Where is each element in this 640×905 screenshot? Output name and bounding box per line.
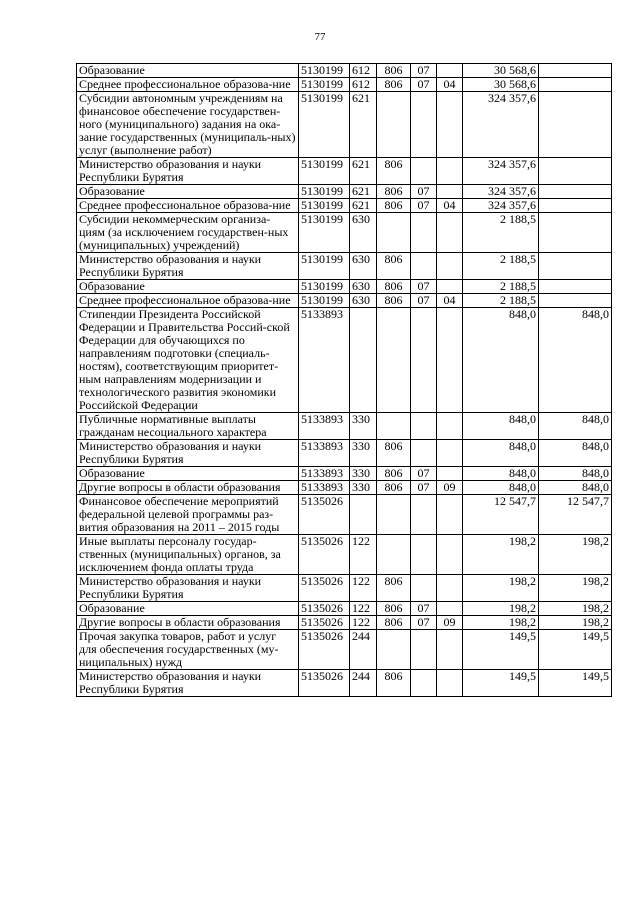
table-row xyxy=(77,78,612,92)
row-subsection-cell: 04 xyxy=(437,78,463,92)
row-target-code-cell: 5130199 xyxy=(299,253,350,280)
row-section-cell: 07 xyxy=(411,185,437,199)
row-target-code-cell: 5135026 xyxy=(299,495,350,535)
row-department-cell: 806 xyxy=(377,602,411,616)
row-amount-1-cell: 198,2 xyxy=(463,535,539,575)
row-amount-2-cell: 198,2 xyxy=(539,616,612,630)
row-subsection-cell xyxy=(437,253,463,280)
row-subsection-cell xyxy=(437,535,463,575)
row-amount-1-cell: 324 357,6 xyxy=(463,92,539,158)
row-name-cell: Иные выплаты персоналу государ-ственных (муниципальных) органов, за исключением фонда оплаты труда xyxy=(77,535,299,575)
row-amount-1-cell: 2 188,5 xyxy=(463,253,539,280)
row-subsection-cell: 04 xyxy=(437,294,463,308)
row-name-cell: Среднее профессиональное образова-ние xyxy=(77,78,299,92)
row-department-cell: 806 xyxy=(377,616,411,630)
row-amount-2-cell: 848,0 xyxy=(539,481,612,495)
row-amount-1-cell: 198,2 xyxy=(463,575,539,602)
row-subsection-cell xyxy=(437,308,463,413)
row-department-cell: 806 xyxy=(377,481,411,495)
row-subsection-cell xyxy=(437,467,463,481)
row-amount-2-cell: 198,2 xyxy=(539,535,612,575)
row-subsection-cell xyxy=(437,92,463,158)
table-row xyxy=(77,185,612,199)
row-subsection-cell xyxy=(437,440,463,467)
row-amount-2-cell: 848,0 xyxy=(539,467,612,481)
row-amount-2-cell xyxy=(539,185,612,199)
row-subsection-cell xyxy=(437,280,463,294)
row-section-cell xyxy=(411,575,437,602)
row-amount-1-cell: 2 188,5 xyxy=(463,280,539,294)
row-amount-2-cell: 149,5 xyxy=(539,630,612,670)
page-number: 77 xyxy=(314,31,326,43)
row-amount-2-cell: 12 547,7 xyxy=(539,495,612,535)
row-expense-type-cell: 330 xyxy=(350,440,377,467)
row-amount-1-cell: 149,5 xyxy=(463,670,539,697)
row-department-cell: 806 xyxy=(377,467,411,481)
row-amount-1-cell: 324 357,6 xyxy=(463,185,539,199)
row-section-cell: 07 xyxy=(411,64,437,78)
row-expense-type-cell: 244 xyxy=(350,670,377,697)
row-expense-type-cell: 330 xyxy=(350,481,377,495)
row-department-cell: 806 xyxy=(377,185,411,199)
row-amount-1-cell: 12 547,7 xyxy=(463,495,539,535)
table-row xyxy=(77,467,612,481)
table-row xyxy=(77,213,612,253)
table-row xyxy=(77,199,612,213)
row-amount-1-cell: 30 568,6 xyxy=(463,78,539,92)
row-subsection-cell: 09 xyxy=(437,481,463,495)
table-row xyxy=(77,440,612,467)
row-section-cell xyxy=(411,440,437,467)
row-target-code-cell: 5135026 xyxy=(299,602,350,616)
row-amount-1-cell: 2 188,5 xyxy=(463,213,539,253)
row-subsection-cell: 09 xyxy=(437,616,463,630)
row-amount-2-cell: 149,5 xyxy=(539,670,612,697)
row-subsection-cell xyxy=(437,213,463,253)
table-row xyxy=(77,64,612,78)
row-expense-type-cell: 621 xyxy=(350,199,377,213)
row-name-cell: Публичные нормативные выплаты гражданам несоциального характера xyxy=(77,413,299,440)
table-row xyxy=(77,616,612,630)
row-department-cell: 806 xyxy=(377,294,411,308)
row-target-code-cell: 5130199 xyxy=(299,158,350,185)
row-amount-1-cell: 324 357,6 xyxy=(463,158,539,185)
row-department-cell: 806 xyxy=(377,280,411,294)
row-target-code-cell: 5130199 xyxy=(299,64,350,78)
row-expense-type-cell: 612 xyxy=(350,64,377,78)
row-target-code-cell: 5130199 xyxy=(299,92,350,158)
row-amount-1-cell: 848,0 xyxy=(463,308,539,413)
row-department-cell: 806 xyxy=(377,158,411,185)
budget-table xyxy=(76,63,612,697)
row-section-cell: 07 xyxy=(411,602,437,616)
row-target-code-cell: 5130199 xyxy=(299,294,350,308)
row-amount-2-cell xyxy=(539,294,612,308)
row-expense-type-cell xyxy=(350,308,377,413)
row-subsection-cell xyxy=(437,575,463,602)
row-name-cell: Образование xyxy=(77,185,299,199)
row-expense-type-cell: 612 xyxy=(350,78,377,92)
row-section-cell xyxy=(411,495,437,535)
table-row xyxy=(77,413,612,440)
row-section-cell: 07 xyxy=(411,280,437,294)
row-name-cell: Другие вопросы в области образования xyxy=(77,481,299,495)
row-subsection-cell: 04 xyxy=(437,199,463,213)
row-section-cell: 07 xyxy=(411,78,437,92)
row-department-cell: 806 xyxy=(377,575,411,602)
row-subsection-cell xyxy=(437,630,463,670)
row-subsection-cell xyxy=(437,670,463,697)
row-department-cell: 806 xyxy=(377,78,411,92)
row-target-code-cell: 5135026 xyxy=(299,670,350,697)
row-amount-2-cell xyxy=(539,64,612,78)
row-department-cell xyxy=(377,495,411,535)
row-target-code-cell: 5130199 xyxy=(299,78,350,92)
row-expense-type-cell: 621 xyxy=(350,158,377,185)
row-amount-1-cell: 198,2 xyxy=(463,616,539,630)
row-department-cell xyxy=(377,213,411,253)
row-amount-2-cell: 848,0 xyxy=(539,308,612,413)
table-row xyxy=(77,92,612,158)
row-department-cell xyxy=(377,413,411,440)
row-name-cell: Субсидии некоммерческим организа-циям (за исключением государствен-ных (муниципальных) учреждений) xyxy=(77,213,299,253)
row-amount-2-cell xyxy=(539,253,612,280)
row-expense-type-cell: 621 xyxy=(350,185,377,199)
table-row xyxy=(77,481,612,495)
row-name-cell: Образование xyxy=(77,280,299,294)
row-department-cell: 806 xyxy=(377,440,411,467)
row-amount-1-cell: 848,0 xyxy=(463,467,539,481)
row-name-cell: Другие вопросы в области образования xyxy=(77,616,299,630)
row-amount-2-cell xyxy=(539,92,612,158)
row-name-cell: Министерство образования и науки Республики Бурятия xyxy=(77,440,299,467)
row-target-code-cell: 5130199 xyxy=(299,280,350,294)
row-subsection-cell xyxy=(437,602,463,616)
row-amount-2-cell: 198,2 xyxy=(539,575,612,602)
row-target-code-cell: 5133893 xyxy=(299,467,350,481)
row-amount-1-cell: 324 357,6 xyxy=(463,199,539,213)
row-department-cell: 806 xyxy=(377,199,411,213)
row-section-cell xyxy=(411,535,437,575)
row-expense-type-cell xyxy=(350,495,377,535)
row-section-cell: 07 xyxy=(411,467,437,481)
row-expense-type-cell: 630 xyxy=(350,280,377,294)
row-department-cell xyxy=(377,630,411,670)
table-row xyxy=(77,575,612,602)
row-target-code-cell: 5135026 xyxy=(299,630,350,670)
row-amount-2-cell xyxy=(539,78,612,92)
row-expense-type-cell: 630 xyxy=(350,213,377,253)
row-amount-1-cell: 149,5 xyxy=(463,630,539,670)
row-subsection-cell xyxy=(437,185,463,199)
row-section-cell xyxy=(411,308,437,413)
row-name-cell: Министерство образования и науки Республики Бурятия xyxy=(77,575,299,602)
row-amount-1-cell: 848,0 xyxy=(463,440,539,467)
row-section-cell xyxy=(411,670,437,697)
table-row xyxy=(77,495,612,535)
row-section-cell xyxy=(411,158,437,185)
row-department-cell xyxy=(377,92,411,158)
row-department-cell xyxy=(377,535,411,575)
row-name-cell: Среднее профессиональное образова-ние xyxy=(77,294,299,308)
row-expense-type-cell: 122 xyxy=(350,575,377,602)
row-amount-1-cell: 198,2 xyxy=(463,602,539,616)
row-section-cell xyxy=(411,213,437,253)
row-target-code-cell: 5133893 xyxy=(299,440,350,467)
row-amount-2-cell xyxy=(539,213,612,253)
row-section-cell xyxy=(411,630,437,670)
row-department-cell: 806 xyxy=(377,670,411,697)
table-row xyxy=(77,158,612,185)
row-name-cell: Образование xyxy=(77,467,299,481)
table-row xyxy=(77,630,612,670)
row-name-cell: Финансовое обеспечение мероприятий федеральной целевой программы раз-вития образования на 2011 – 2015 годы xyxy=(77,495,299,535)
table-row xyxy=(77,308,612,413)
row-section-cell xyxy=(411,253,437,280)
row-target-code-cell: 5130199 xyxy=(299,185,350,199)
row-amount-2-cell: 848,0 xyxy=(539,440,612,467)
row-section-cell: 07 xyxy=(411,199,437,213)
table-row xyxy=(77,602,612,616)
row-amount-2-cell: 198,2 xyxy=(539,602,612,616)
table-row xyxy=(77,535,612,575)
row-name-cell: Прочая закупка товаров, работ и услуг для обеспечения государственных (му-ниципальных) нужд xyxy=(77,630,299,670)
row-expense-type-cell: 122 xyxy=(350,616,377,630)
row-amount-1-cell: 848,0 xyxy=(463,413,539,440)
table-row xyxy=(77,280,612,294)
row-target-code-cell: 5135026 xyxy=(299,575,350,602)
row-expense-type-cell: 122 xyxy=(350,535,377,575)
row-expense-type-cell: 244 xyxy=(350,630,377,670)
row-expense-type-cell: 621 xyxy=(350,92,377,158)
row-section-cell: 07 xyxy=(411,616,437,630)
row-target-code-cell: 5135026 xyxy=(299,616,350,630)
table-row xyxy=(77,294,612,308)
row-amount-1-cell: 848,0 xyxy=(463,481,539,495)
row-department-cell: 806 xyxy=(377,64,411,78)
row-name-cell: Образование xyxy=(77,64,299,78)
row-amount-2-cell xyxy=(539,158,612,185)
row-department-cell: 806 xyxy=(377,253,411,280)
row-target-code-cell: 5130199 xyxy=(299,199,350,213)
row-target-code-cell: 5133893 xyxy=(299,413,350,440)
row-department-cell xyxy=(377,308,411,413)
row-amount-2-cell xyxy=(539,199,612,213)
row-name-cell: Министерство образования и науки Республики Бурятия xyxy=(77,253,299,280)
row-target-code-cell: 5135026 xyxy=(299,535,350,575)
row-expense-type-cell: 630 xyxy=(350,253,377,280)
row-expense-type-cell: 330 xyxy=(350,467,377,481)
row-section-cell: 07 xyxy=(411,481,437,495)
row-target-code-cell: 5130199 xyxy=(299,213,350,253)
table-row xyxy=(77,253,612,280)
row-subsection-cell xyxy=(437,158,463,185)
row-expense-type-cell: 630 xyxy=(350,294,377,308)
row-name-cell: Министерство образования и науки Республики Бурятия xyxy=(77,158,299,185)
row-section-cell xyxy=(411,413,437,440)
row-target-code-cell: 5133893 xyxy=(299,481,350,495)
row-amount-2-cell xyxy=(539,280,612,294)
row-expense-type-cell: 330 xyxy=(350,413,377,440)
row-amount-1-cell: 30 568,6 xyxy=(463,64,539,78)
row-name-cell: Министерство образования и науки Республики Бурятия xyxy=(77,670,299,697)
row-name-cell: Субсидии автономным учреждениям на финансовое обеспечение государствен-ного (муниципального) задания на ока-зание государственных (муниципаль-ных) услуг (выполнение работ) xyxy=(77,92,299,158)
row-amount-2-cell: 848,0 xyxy=(539,413,612,440)
row-target-code-cell: 5133893 xyxy=(299,308,350,413)
row-subsection-cell xyxy=(437,64,463,78)
table-row xyxy=(77,670,612,697)
row-name-cell: Стипендии Президента Российской Федерации и Правительства Россий-ской Федерации для обучающихся по направлениям подготовки (специаль-ностям), соответствующим приоритет-ным направлениям модернизации и технологического развития экономики Российской Федерации xyxy=(77,308,299,413)
row-section-cell: 07 xyxy=(411,294,437,308)
row-name-cell: Среднее профессиональное образова-ние xyxy=(77,199,299,213)
row-section-cell xyxy=(411,92,437,158)
row-subsection-cell xyxy=(437,495,463,535)
row-name-cell: Образование xyxy=(77,602,299,616)
row-subsection-cell xyxy=(437,413,463,440)
row-expense-type-cell: 122 xyxy=(350,602,377,616)
row-amount-1-cell: 2 188,5 xyxy=(463,294,539,308)
